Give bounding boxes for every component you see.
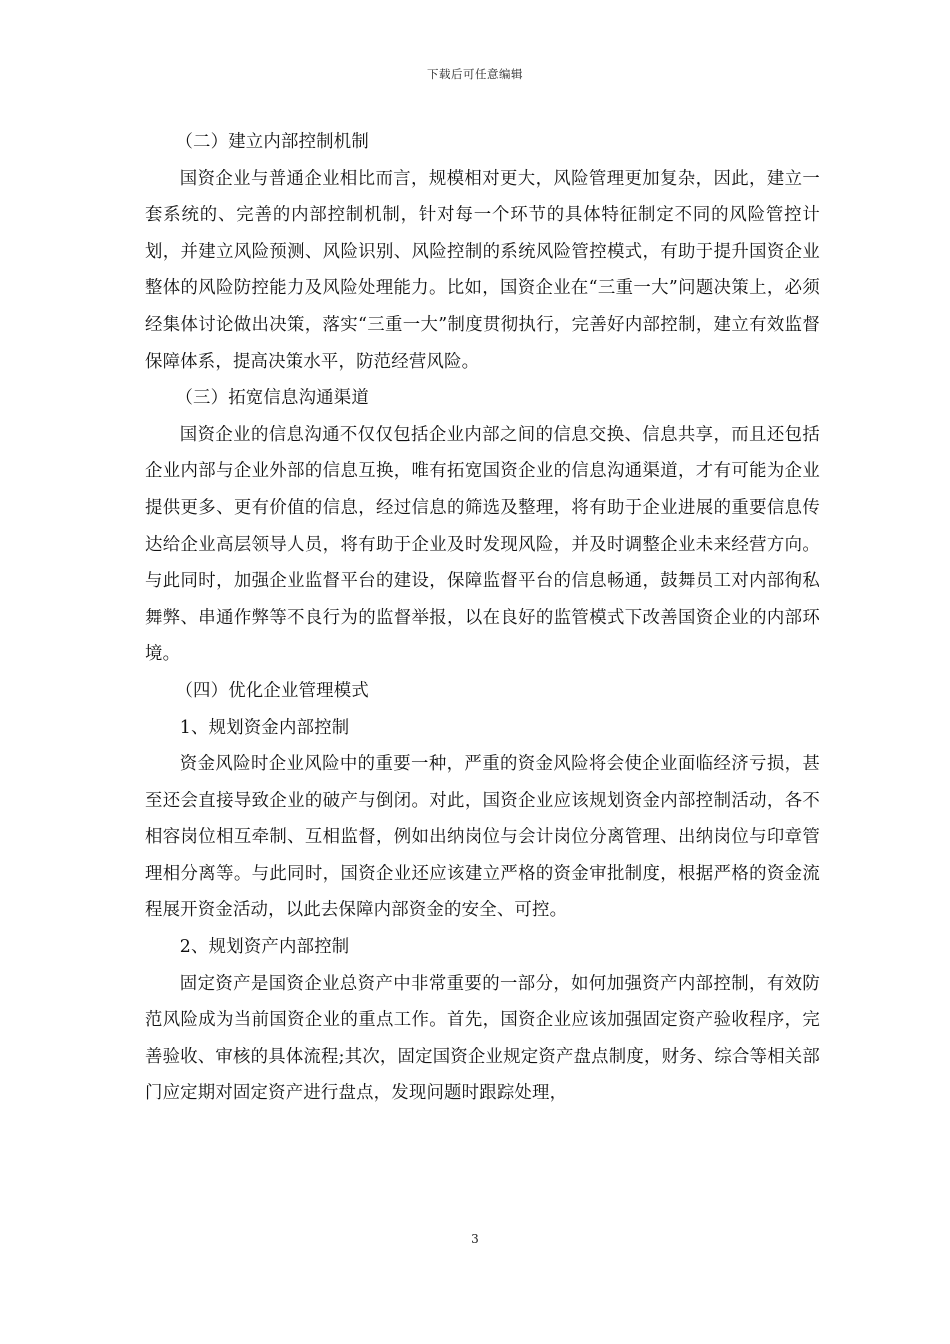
page-number: 3 — [471, 1232, 479, 1246]
body-paragraph: 国资企业的信息沟通不仅仅包括企业内部之间的信息交换、信息共享，而且还包括企业内部与企业外部的信息互换，唯有拓宽国资企业的信息沟通渠道，才有可能为企业提供更多、更有价值的信息，经过信息的筛选及整理，将有助于企业进展的重要信息传达给企业高层领导人员，将有助于企业及时发现风险，并及时调整企业未来经营方向。与此同时，加强企业监督平台的建设，保障监督平台的信息畅通，鼓舞员工对内部徇私舞弊、串通作弊等不良行为的监督举报，以在良好的监管模式下改善国资企业的内部环境。 — [145, 424, 820, 665]
section-heading-2: （二）建立内部控制机制 — [175, 132, 369, 152]
body-paragraph: 资金风险时企业风险中的重要一种，严重的资金风险将会使企业面临经济亏损，甚至还会直接导致企业的破产与倒闭。对此，国资企业应该规划资金内部控制活动，各不相容岗位相互牵制、互相监督，例如出纳岗位与会计岗位分离管理、出纳岗位与印章管理相分离等。与此同时，国资企业还应该建立严格的资金审批制度，根据严格的资金流程展开资金活动，以此去保障内部资金的安全、可控。 — [145, 754, 820, 921]
section-heading-4: （四）优化企业管理模式 — [175, 680, 369, 701]
subsection-title-1: 1、规划资金内部控制 — [179, 717, 350, 738]
section-heading-3: （三）拓宽信息沟通渠道 — [175, 388, 369, 409]
document-body — [145, 124, 820, 1112]
body-paragraph: 国资企业与普通企业相比而言，规模相对更大，风险管理更加复杂，因此，建立一套系统的、完善的内部控制机制，针对每一个环节的具体特征制定不同的风险管控计划，并建立风险预测、风险识别、风险控制的系统风险管控模式，有助于提升国资企业整体的风险防控能力及风险处理能力。比如，国资企业在“三重一大”问题决策上，必须经集体讨论做出决策，落实“三重一大”制度贯彻执行，完善好内部控制，建立有效监督保障体系，提高决策水平，防范经营风险。 — [145, 168, 820, 372]
page-header: 下载后可任意编辑 — [427, 67, 523, 81]
subsection-title-2: 2、规划资产内部控制 — [179, 937, 350, 958]
body-paragraph: 固定资产是国资企业总资产中非常重要的一部分，如何加强资产内部控制，有效防范风险成为当前国资企业的重点工作。首先，国资企业应该加强固定资产验收程序，完善验收、审核的具体流程;其次，固定国资企业规定资产盘点制度，财务、综合等相关部门应定期对固定资产进行盘点，发现问题时跟踪处理， — [145, 973, 820, 1104]
